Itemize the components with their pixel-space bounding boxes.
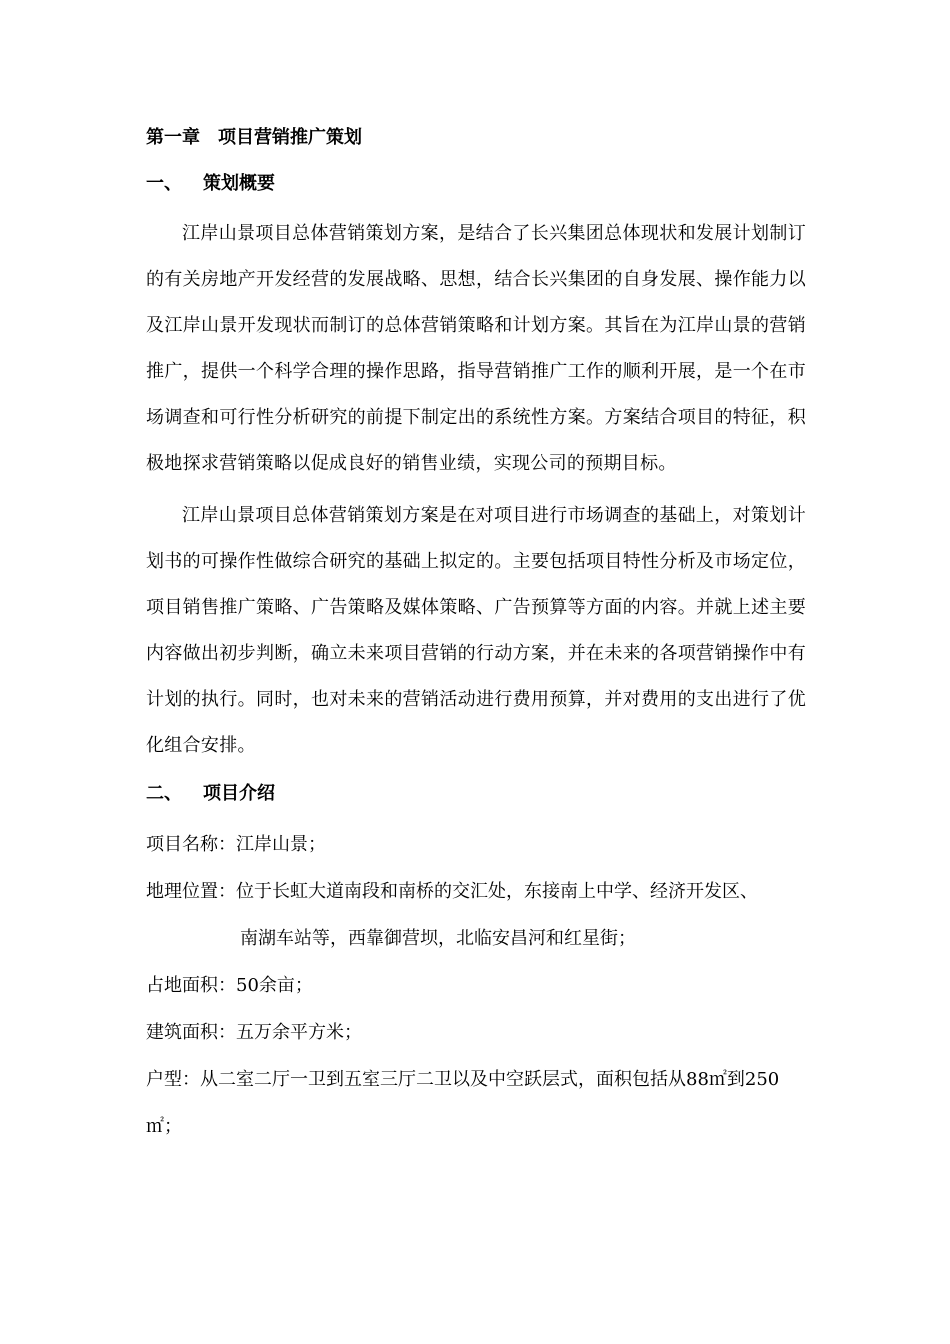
project-location-line: 地理位置：位于长虹大道南段和南桥的交汇处，东接南上中学、经济开发区、 xyxy=(146,881,758,902)
project-unit-types-line: 户型：从二室二厅一卫到五室三厅二卫以及中空跃层式，面积包括从88㎡到250㎡； xyxy=(146,1069,780,1137)
chapter-title: 第一章 项目营销推广策划 xyxy=(146,127,362,148)
project-land-area-line: 占地面积：50余亩； xyxy=(146,975,313,996)
section-title: 项目介绍 xyxy=(203,783,275,804)
project-name-line: 项目名称：江岸山景； xyxy=(146,834,326,855)
section-number: 一、 xyxy=(146,173,182,194)
section-number: 二、 xyxy=(146,783,182,804)
section-title: 策划概要 xyxy=(203,173,275,194)
project-floor-area-line: 建筑面积：五万余平方米； xyxy=(146,1022,362,1043)
overview-paragraph-2: 江岸山景项目总体营销策划方案是在对项目进行市场调查的基础上，对策划计划书的可操作性做综合研究的基础上拟定的。主要包括项目特性分析及市场定位，项目销售推广策略、广告策略及媒体策略、广告预算等方面的内容。并就上述主要内容做出初步判断，确立未来项目营销的行动方案，并在未来的各项营销操作中有计划的执行。同时，也对未来的营销活动进行费用预算，并对费用的支出进行了优化组合安排。 xyxy=(146,505,806,756)
document-body xyxy=(146,119,806,1150)
section-heading-project-intro xyxy=(146,775,806,813)
project-location-continuation: 南湖车站等，西靠御营坝，北临安昌河和红星街； xyxy=(240,928,636,949)
section-heading-overview xyxy=(146,165,806,203)
overview-paragraph-1: 江岸山景项目总体营销策划方案，是结合了长兴集团总体现状和发展计划制订的有关房地产开发经营的发展战略、思想，结合长兴集团的自身发展、操作能力以及江岸山景开发现状而制订的总体营销策略和计划方案。其旨在为江岸山景的营销推广，提供一个科学合理的操作思路，指导营销推广工作的顺利开展，是一个在市场调查和可行性分析研究的前提下制定出的系统性方案。方案结合项目的特征，积极地探求营销策略以促成良好的销售业绩，实现公司的预期目标。 xyxy=(146,223,806,474)
